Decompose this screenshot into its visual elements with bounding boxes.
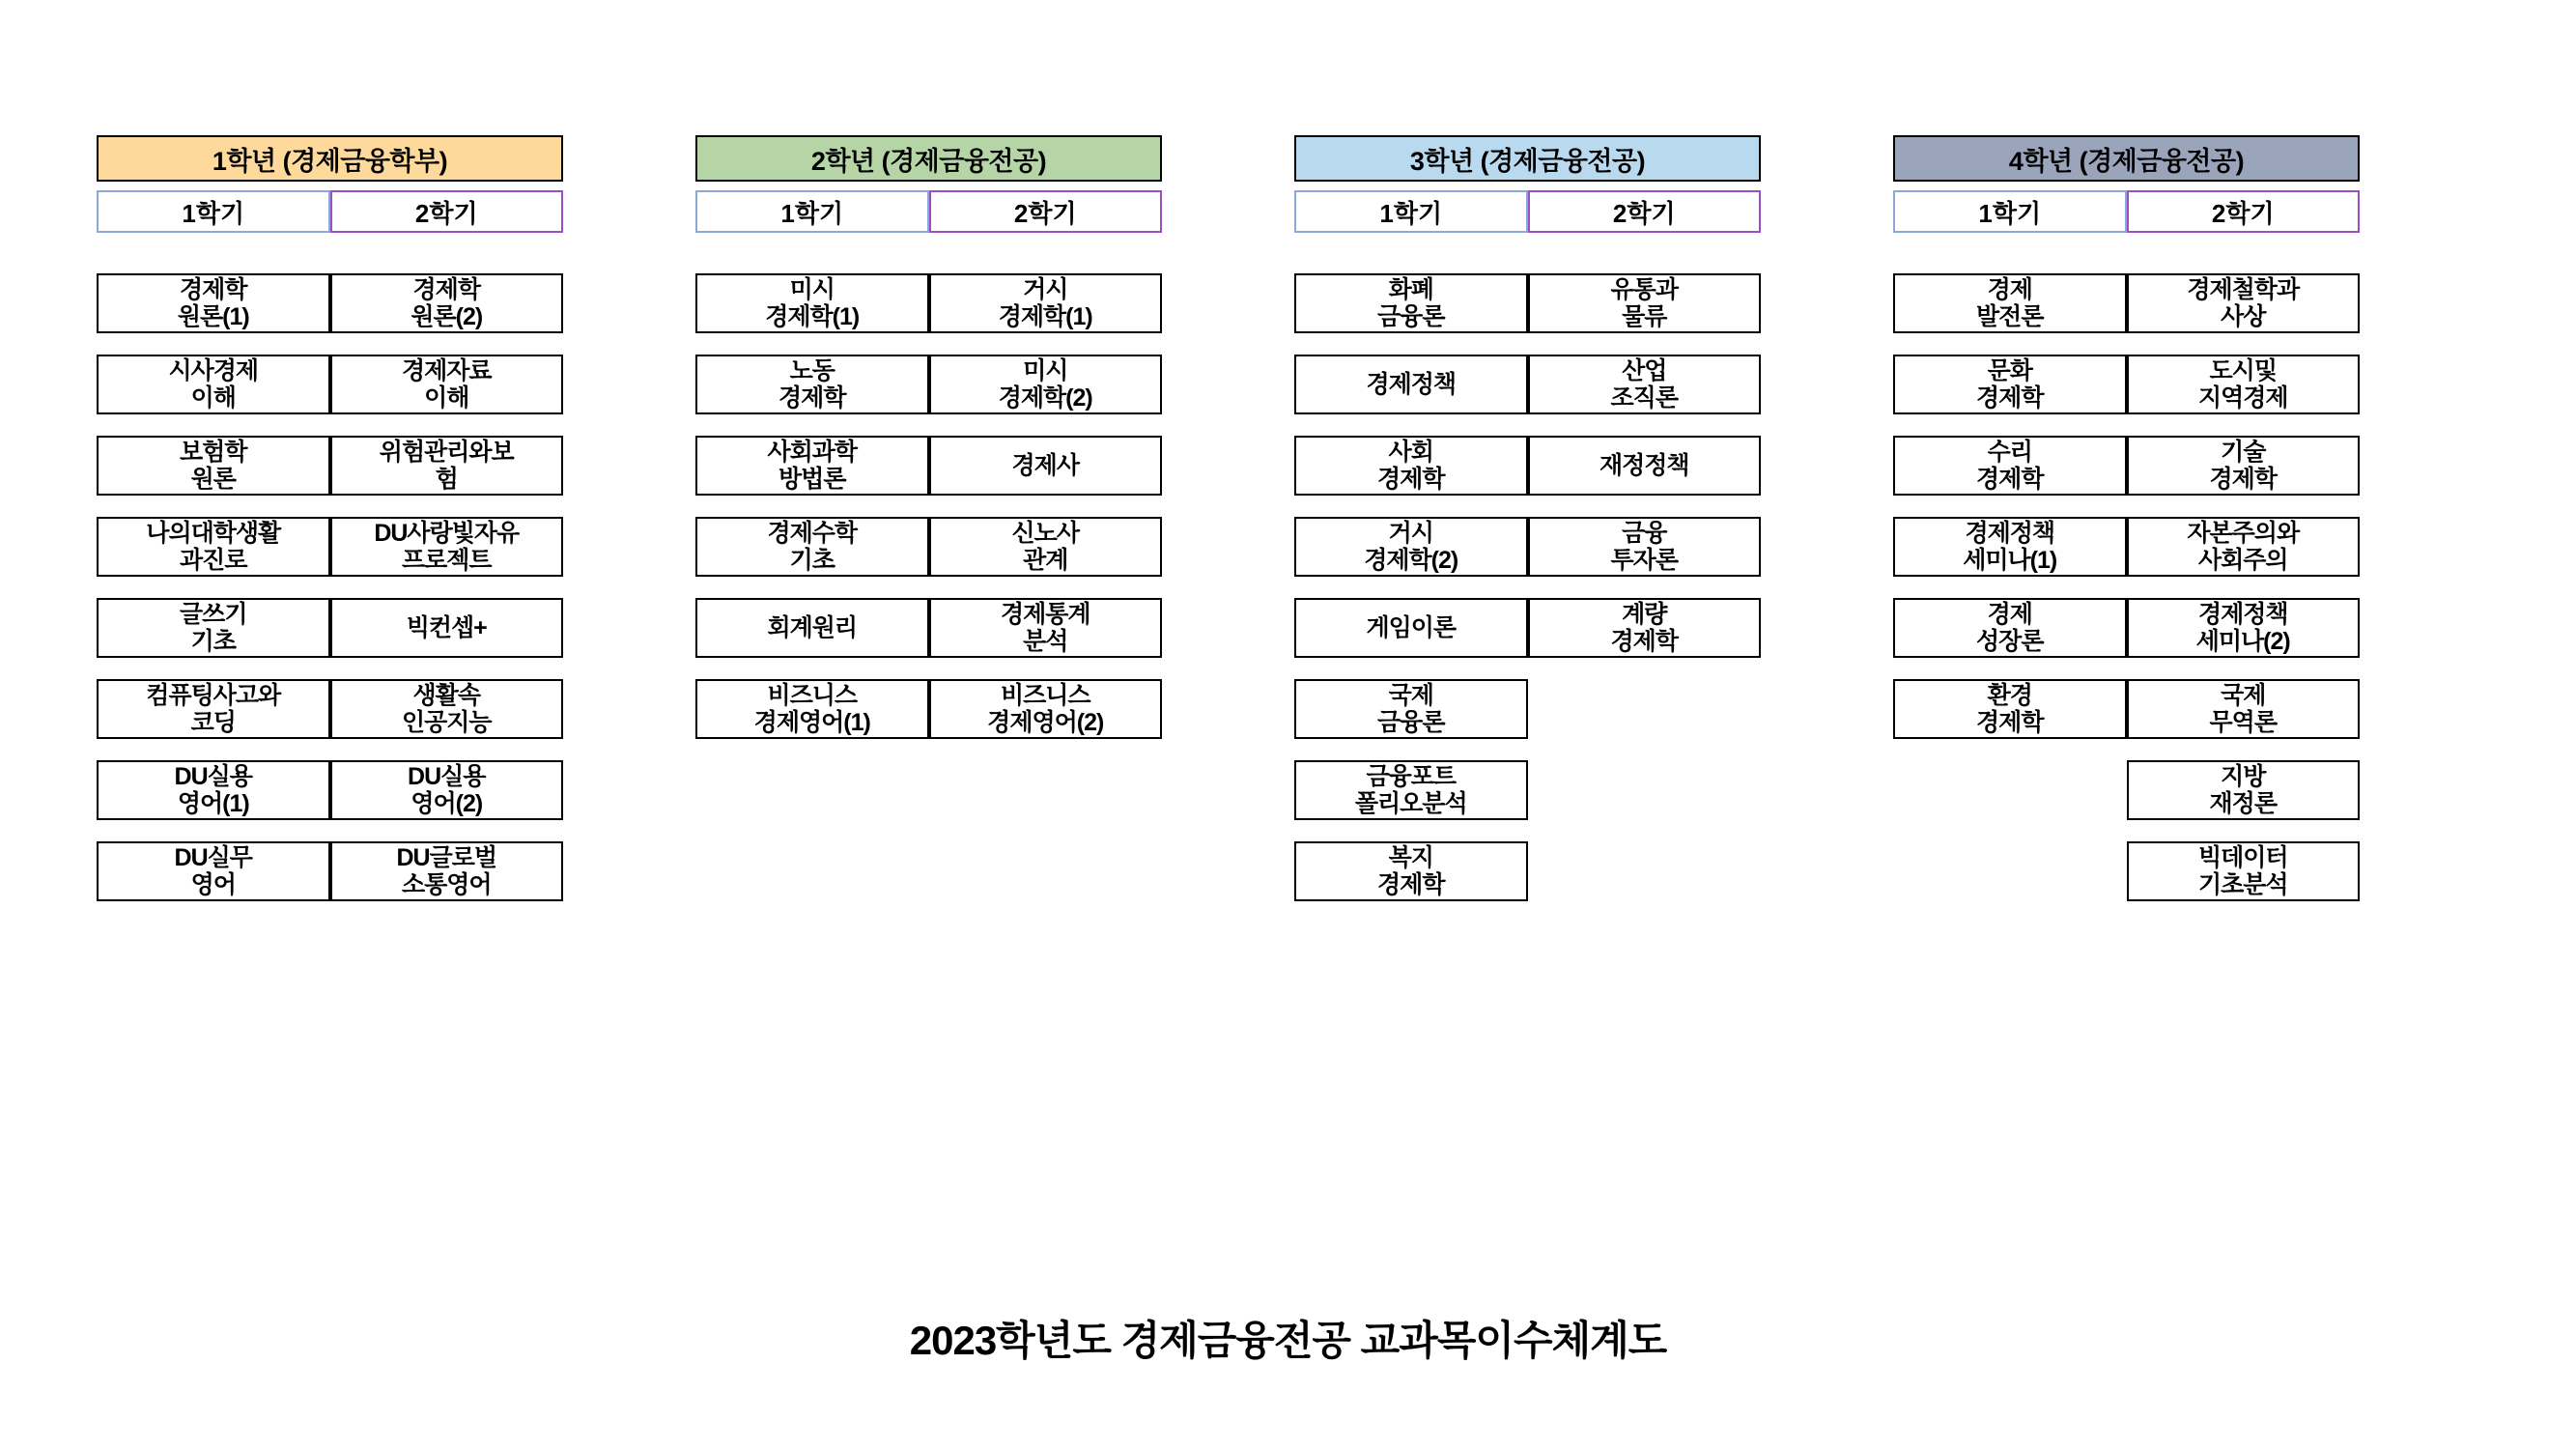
course-label-line: 폴리오분석: [1354, 790, 1467, 817]
course-label-line: 계량: [1622, 601, 1667, 628]
course-row: [1294, 598, 1761, 658]
course-label-line: 경제학: [1976, 709, 2044, 736]
course-label-line: 지역경제: [2197, 384, 2288, 412]
course-box[interactable]: [2127, 679, 2361, 739]
course-box[interactable]: [1528, 436, 1762, 496]
course-label-line: 경제정책: [1965, 520, 2055, 547]
course-row: [695, 679, 1162, 739]
course-label-line: DU실용: [174, 763, 252, 790]
year-header: 1학년 (경제금융학부): [97, 135, 563, 182]
semester-header-row: [1893, 190, 2360, 233]
course-box[interactable]: [330, 679, 564, 739]
course-label-line: 재정정책: [1599, 452, 1689, 479]
course-box[interactable]: [1893, 517, 2127, 577]
course-label-line: 성장론: [1976, 628, 2044, 655]
course-label-line: 소통영어: [401, 871, 492, 898]
course-label-line: 지방: [2221, 763, 2266, 790]
course-box[interactable]: [1528, 273, 1762, 333]
course-label-line: 험: [435, 466, 458, 493]
course-label-line: 영어(2): [410, 790, 483, 817]
semester-1-label: 1학기: [695, 190, 929, 233]
course-label-line: 경제학: [778, 384, 846, 412]
course-box[interactable]: [929, 273, 1163, 333]
course-row: [97, 273, 563, 333]
course-label-line: 경제철학과: [2187, 276, 2300, 303]
course-box[interactable]: [97, 760, 330, 820]
course-label-line: 경제학: [1610, 628, 1678, 655]
course-box[interactable]: [1893, 598, 2127, 658]
course-slot-empty: [695, 841, 929, 901]
course-label-line: 물류: [1622, 303, 1667, 330]
course-box[interactable]: [97, 355, 330, 414]
course-label-line: 유통과: [1610, 276, 1678, 303]
course-box[interactable]: [929, 598, 1163, 658]
semester-1-label: 1학기: [97, 190, 330, 233]
course-box[interactable]: [929, 517, 1163, 577]
course-label-line: 회계원리: [767, 614, 858, 641]
course-label-line: 경제정책: [2197, 601, 2288, 628]
course-label-line: 문화: [1987, 357, 2032, 384]
course-label-line: 금융포트: [1366, 763, 1457, 790]
course-box[interactable]: [330, 760, 564, 820]
course-box[interactable]: [695, 355, 929, 414]
course-label-line: 미시: [1023, 357, 1068, 384]
course-row: [1893, 679, 2360, 739]
course-label-line: 경제학: [1976, 466, 2044, 493]
course-grid: [695, 273, 1162, 923]
course-label-line: 도시및: [2209, 357, 2277, 384]
course-label-line: 경제학: [1377, 871, 1445, 898]
year-column-inner: [1893, 135, 2360, 923]
course-label-line: 방법론: [778, 466, 846, 493]
course-row: [1294, 841, 1761, 901]
course-label-line: 사상: [2221, 303, 2266, 330]
course-label-line: 무역론: [2209, 709, 2277, 736]
course-row: [97, 841, 563, 901]
course-row: [97, 517, 563, 577]
course-slot-empty: [1528, 760, 1762, 820]
semester-2-label: 2학기: [929, 190, 1163, 233]
course-label-line: 화폐: [1388, 276, 1433, 303]
course-label-line: 거시: [1023, 276, 1068, 303]
course-label-line: 프로젝트: [401, 547, 492, 574]
course-box[interactable]: [929, 355, 1163, 414]
year-column-inner: [695, 135, 1162, 923]
course-label-line: 빅컨셉+: [406, 614, 487, 641]
course-slot-empty: [1893, 760, 2127, 820]
course-label-line: 경제통계: [1000, 601, 1090, 628]
course-row: [695, 273, 1162, 333]
course-slot-empty: [1528, 841, 1762, 901]
course-box[interactable]: [2127, 841, 2361, 901]
course-label-line: 나의대학생활: [146, 520, 281, 547]
course-slot-empty: [929, 841, 1163, 901]
course-box[interactable]: [330, 436, 564, 496]
course-box[interactable]: [1294, 273, 1528, 333]
course-grid: [1893, 273, 2360, 923]
course-label-line: 관계: [1023, 547, 1068, 574]
year-column: [695, 135, 1294, 923]
semester-2-label: 2학기: [330, 190, 564, 233]
course-label-line: 기초: [789, 547, 835, 574]
course-label-line: 경제: [1987, 276, 2032, 303]
course-box[interactable]: [2127, 273, 2361, 333]
course-box[interactable]: [695, 598, 929, 658]
course-box[interactable]: [330, 598, 564, 658]
course-label-line: 과진로: [180, 547, 247, 574]
course-box[interactable]: [1294, 679, 1528, 739]
course-box[interactable]: [695, 273, 929, 333]
course-grid: [1294, 273, 1761, 923]
course-label-line: 기초분석: [2197, 871, 2288, 898]
course-box[interactable]: [97, 273, 330, 333]
course-label-line: 컴퓨팅사고와: [146, 682, 281, 709]
course-row: [97, 436, 563, 496]
course-box[interactable]: [330, 273, 564, 333]
course-label-line: 거시: [1388, 520, 1433, 547]
course-row: [1294, 355, 1761, 414]
course-label-line: 경제학: [1976, 384, 2044, 412]
course-row: [1294, 760, 1761, 820]
course-label-line: 미시: [789, 276, 835, 303]
course-box[interactable]: [1294, 355, 1528, 414]
course-box[interactable]: [330, 841, 564, 901]
course-label-line: 원론: [190, 466, 236, 493]
course-box[interactable]: [97, 436, 330, 496]
course-label-line: 국제: [2221, 682, 2266, 709]
course-label-line: 글쓰기: [180, 601, 247, 628]
course-label-line: 경제학(2): [998, 384, 1092, 412]
course-box[interactable]: [2127, 436, 2361, 496]
course-label-line: 경제영어(1): [753, 709, 870, 736]
course-box[interactable]: [1528, 355, 1762, 414]
course-label-line: 투자론: [1610, 547, 1678, 574]
course-label-line: 이해: [424, 384, 469, 412]
course-label-line: 수리: [1987, 439, 2032, 466]
course-label-line: DU실용: [408, 763, 486, 790]
course-label-line: 영어: [190, 871, 236, 898]
course-label-line: 경제학: [1377, 466, 1445, 493]
course-box[interactable]: [2127, 355, 2361, 414]
course-label-line: 생활속: [412, 682, 480, 709]
course-label-line: 경제학: [180, 276, 247, 303]
course-label-line: 자본주의와: [2187, 520, 2300, 547]
course-label-line: 인공지능: [401, 709, 492, 736]
year-columns: [97, 135, 2492, 923]
course-label-line: 사회주의: [2197, 547, 2288, 574]
course-box[interactable]: [97, 841, 330, 901]
year-header: 3학년 (경제금융전공): [1294, 135, 1761, 182]
course-box[interactable]: [929, 436, 1163, 496]
course-row: [695, 598, 1162, 658]
course-label-line: 조직론: [1610, 384, 1678, 412]
course-row: [1893, 355, 2360, 414]
course-box[interactable]: [2127, 760, 2361, 820]
course-box[interactable]: [1294, 598, 1528, 658]
course-label-line: 발전론: [1976, 303, 2044, 330]
course-label-line: 경제사: [1011, 452, 1079, 479]
year-column-inner: [97, 135, 563, 923]
course-label-line: 영어(1): [177, 790, 249, 817]
year-column: [1893, 135, 2492, 923]
course-row: [1294, 436, 1761, 496]
course-label-line: 경제학: [412, 276, 480, 303]
course-label-line: 국제: [1388, 682, 1433, 709]
course-slot-empty: [1528, 679, 1762, 739]
course-label-line: 경제학(1): [765, 303, 860, 330]
course-label-line: 경제학(2): [1364, 547, 1458, 574]
course-label-line: 기술: [2221, 439, 2266, 466]
semester-2-label: 2학기: [2127, 190, 2361, 233]
course-box[interactable]: [1294, 841, 1528, 901]
course-box[interactable]: [1294, 517, 1528, 577]
course-label-line: DU실무: [174, 844, 252, 871]
course-label-line: 경제자료: [401, 357, 492, 384]
year-header: 4학년 (경제금융전공): [1893, 135, 2360, 182]
course-label-line: 경제영어(2): [987, 709, 1104, 736]
course-box[interactable]: [2127, 598, 2361, 658]
semester-1-label: 1학기: [1294, 190, 1528, 233]
course-label-line: DU글로벌: [396, 844, 497, 871]
course-slot-empty: [1893, 841, 2127, 901]
course-box[interactable]: [2127, 517, 2361, 577]
course-label-line: 비즈니스: [767, 682, 858, 709]
course-label-line: 사회과학: [767, 439, 858, 466]
course-box[interactable]: [1528, 598, 1762, 658]
course-label-line: 시사경제: [168, 357, 259, 384]
course-box[interactable]: [1294, 436, 1528, 496]
course-box[interactable]: [695, 517, 929, 577]
course-box[interactable]: [1294, 760, 1528, 820]
course-label-line: 세미나(1): [1963, 547, 2057, 574]
course-label-line: 환경: [1987, 682, 2032, 709]
course-label-line: 비즈니스: [1000, 682, 1090, 709]
year-header: 2학년 (경제금융전공): [695, 135, 1162, 182]
course-label-line: 노동: [789, 357, 835, 384]
course-row: [1893, 841, 2360, 901]
course-label-line: 원론(2): [410, 303, 483, 330]
semester-header-row: [97, 190, 563, 233]
year-column: [97, 135, 695, 923]
course-row: [1294, 679, 1761, 739]
course-label-line: 분석: [1023, 628, 1068, 655]
course-label-line: 원론(1): [177, 303, 249, 330]
course-label-line: 경제학: [2209, 466, 2277, 493]
course-box[interactable]: [695, 436, 929, 496]
course-row: [1893, 273, 2360, 333]
course-label-line: 경제정책: [1366, 371, 1457, 398]
course-label-line: 신노사: [1011, 520, 1079, 547]
course-label-line: 이해: [190, 384, 236, 412]
course-label-line: 금융론: [1377, 303, 1445, 330]
course-box[interactable]: [97, 598, 330, 658]
course-row: [1893, 436, 2360, 496]
semester-header-row: [695, 190, 1162, 233]
course-label-line: 빅데이터: [2197, 844, 2288, 871]
course-slot-empty: [929, 760, 1163, 820]
course-row: [695, 436, 1162, 496]
course-row: [695, 760, 1162, 820]
course-box[interactable]: [1893, 355, 2127, 414]
course-label-line: 기초: [190, 628, 236, 655]
course-label-line: 재정론: [2209, 790, 2277, 817]
course-label-line: 위험관리와보: [379, 439, 514, 466]
course-row: [695, 841, 1162, 901]
course-box[interactable]: [1893, 679, 2127, 739]
course-row: [97, 355, 563, 414]
course-label-line: 금융: [1622, 520, 1667, 547]
course-row: [97, 760, 563, 820]
course-label-line: 코딩: [190, 709, 236, 736]
semester-2-label: 2학기: [1528, 190, 1762, 233]
course-label-line: 경제학(1): [998, 303, 1092, 330]
course-label-line: 산업: [1622, 357, 1667, 384]
course-label-line: 게임이론: [1366, 614, 1457, 641]
semester-header-row: [1294, 190, 1761, 233]
course-row: [1294, 517, 1761, 577]
course-label-line: 세미나(2): [2195, 628, 2290, 655]
course-row: [1893, 598, 2360, 658]
course-slot-empty: [695, 760, 929, 820]
course-label-line: 경제: [1987, 601, 2032, 628]
course-box[interactable]: [1893, 436, 2127, 496]
course-row: [97, 598, 563, 658]
course-grid: [97, 273, 563, 923]
course-box[interactable]: [1893, 273, 2127, 333]
course-label-line: 금융론: [1377, 709, 1445, 736]
course-box[interactable]: [1528, 517, 1762, 577]
course-row: [1893, 760, 2360, 820]
year-column-inner: [1294, 135, 1761, 923]
semester-1-label: 1학기: [1893, 190, 2127, 233]
page-title: 2023학년도 경제금융전공 교과목이수체계도: [909, 1318, 1667, 1363]
course-label-line: 보험학: [180, 439, 247, 466]
course-row: [695, 355, 1162, 414]
course-row: [1893, 517, 2360, 577]
course-label-line: 경제수학: [767, 520, 858, 547]
course-box[interactable]: [929, 679, 1163, 739]
course-box[interactable]: [97, 517, 330, 577]
course-row: [695, 517, 1162, 577]
course-box[interactable]: [695, 679, 929, 739]
course-box[interactable]: [330, 355, 564, 414]
course-row: [1294, 273, 1761, 333]
course-box[interactable]: [330, 517, 564, 577]
course-row: [97, 679, 563, 739]
course-label-line: 복지: [1388, 844, 1433, 871]
course-box[interactable]: [97, 679, 330, 739]
course-label-line: DU사랑빛자유: [374, 520, 520, 547]
course-label-line: 사회: [1388, 439, 1433, 466]
year-column: [1294, 135, 1893, 923]
